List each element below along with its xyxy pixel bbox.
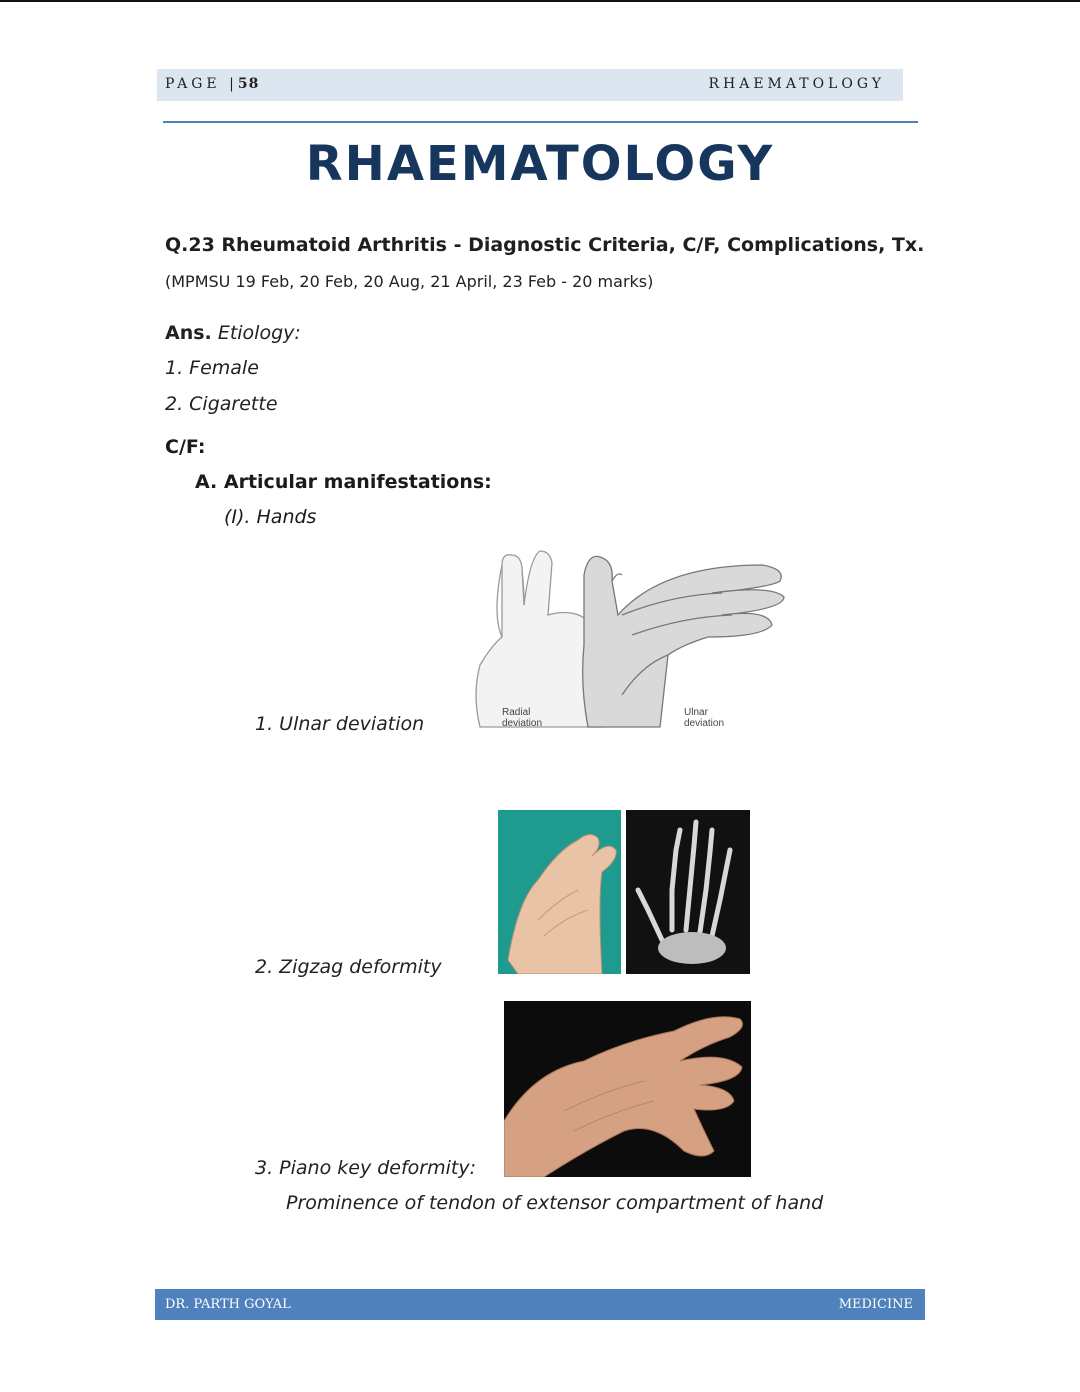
diagram-label-ulnar: Ulnar <box>684 707 708 718</box>
footer-author: DR. PARTH GOYAL <box>165 1297 291 1312</box>
page-number-label: PAGE |58 <box>165 76 260 92</box>
answer-intro: Ans. Etiology: <box>165 322 301 344</box>
cf-heading: C/F: <box>165 436 206 458</box>
etiology-item: 1. Female <box>165 357 259 379</box>
question-title: Q.23 Rheumatoid Arthritis - Diagnostic Criteria, C/F, Complications, Tx. <box>165 234 925 256</box>
section-heading: A. Articular manifestations: <box>195 471 492 493</box>
page-footer <box>155 1289 925 1320</box>
page-number: 58 <box>237 76 260 92</box>
page-title: RHAEMATOLOGY <box>305 136 775 192</box>
deformity-item: 3. Piano key deformity: <box>255 1157 476 1179</box>
etiology-item: 2. Cigarette <box>165 393 278 415</box>
ulnar-deviation-diagram <box>472 545 788 733</box>
diagram-label-radial: Radial <box>502 707 531 718</box>
subsection-heading: (I). Hands <box>224 506 317 528</box>
question-meta: (MPMSU 19 Feb, 20 Feb, 20 Aug, 21 April, 23 Feb - 20 marks) <box>165 272 654 291</box>
header-section-title: RHAEMATOLOGY <box>708 76 885 92</box>
header-divider <box>163 121 918 123</box>
piano-key-hand-photo <box>504 1001 751 1177</box>
deformity-description: Prominence of tendon of extensor compartment of hand <box>286 1192 824 1214</box>
diagram-label-ulnar-2: deviation <box>684 718 725 729</box>
page-header <box>157 69 903 101</box>
deformity-item: 1. Ulnar deviation <box>255 713 425 735</box>
footer-subject: MEDICINE <box>838 1297 913 1312</box>
zigzag-hand-xray <box>626 810 750 974</box>
zigzag-hand-photo <box>498 810 621 974</box>
deformity-item: 2. Zigzag deformity <box>255 956 442 978</box>
top-border <box>0 0 1080 2</box>
diagram-label-radial-2: deviation <box>502 718 543 729</box>
